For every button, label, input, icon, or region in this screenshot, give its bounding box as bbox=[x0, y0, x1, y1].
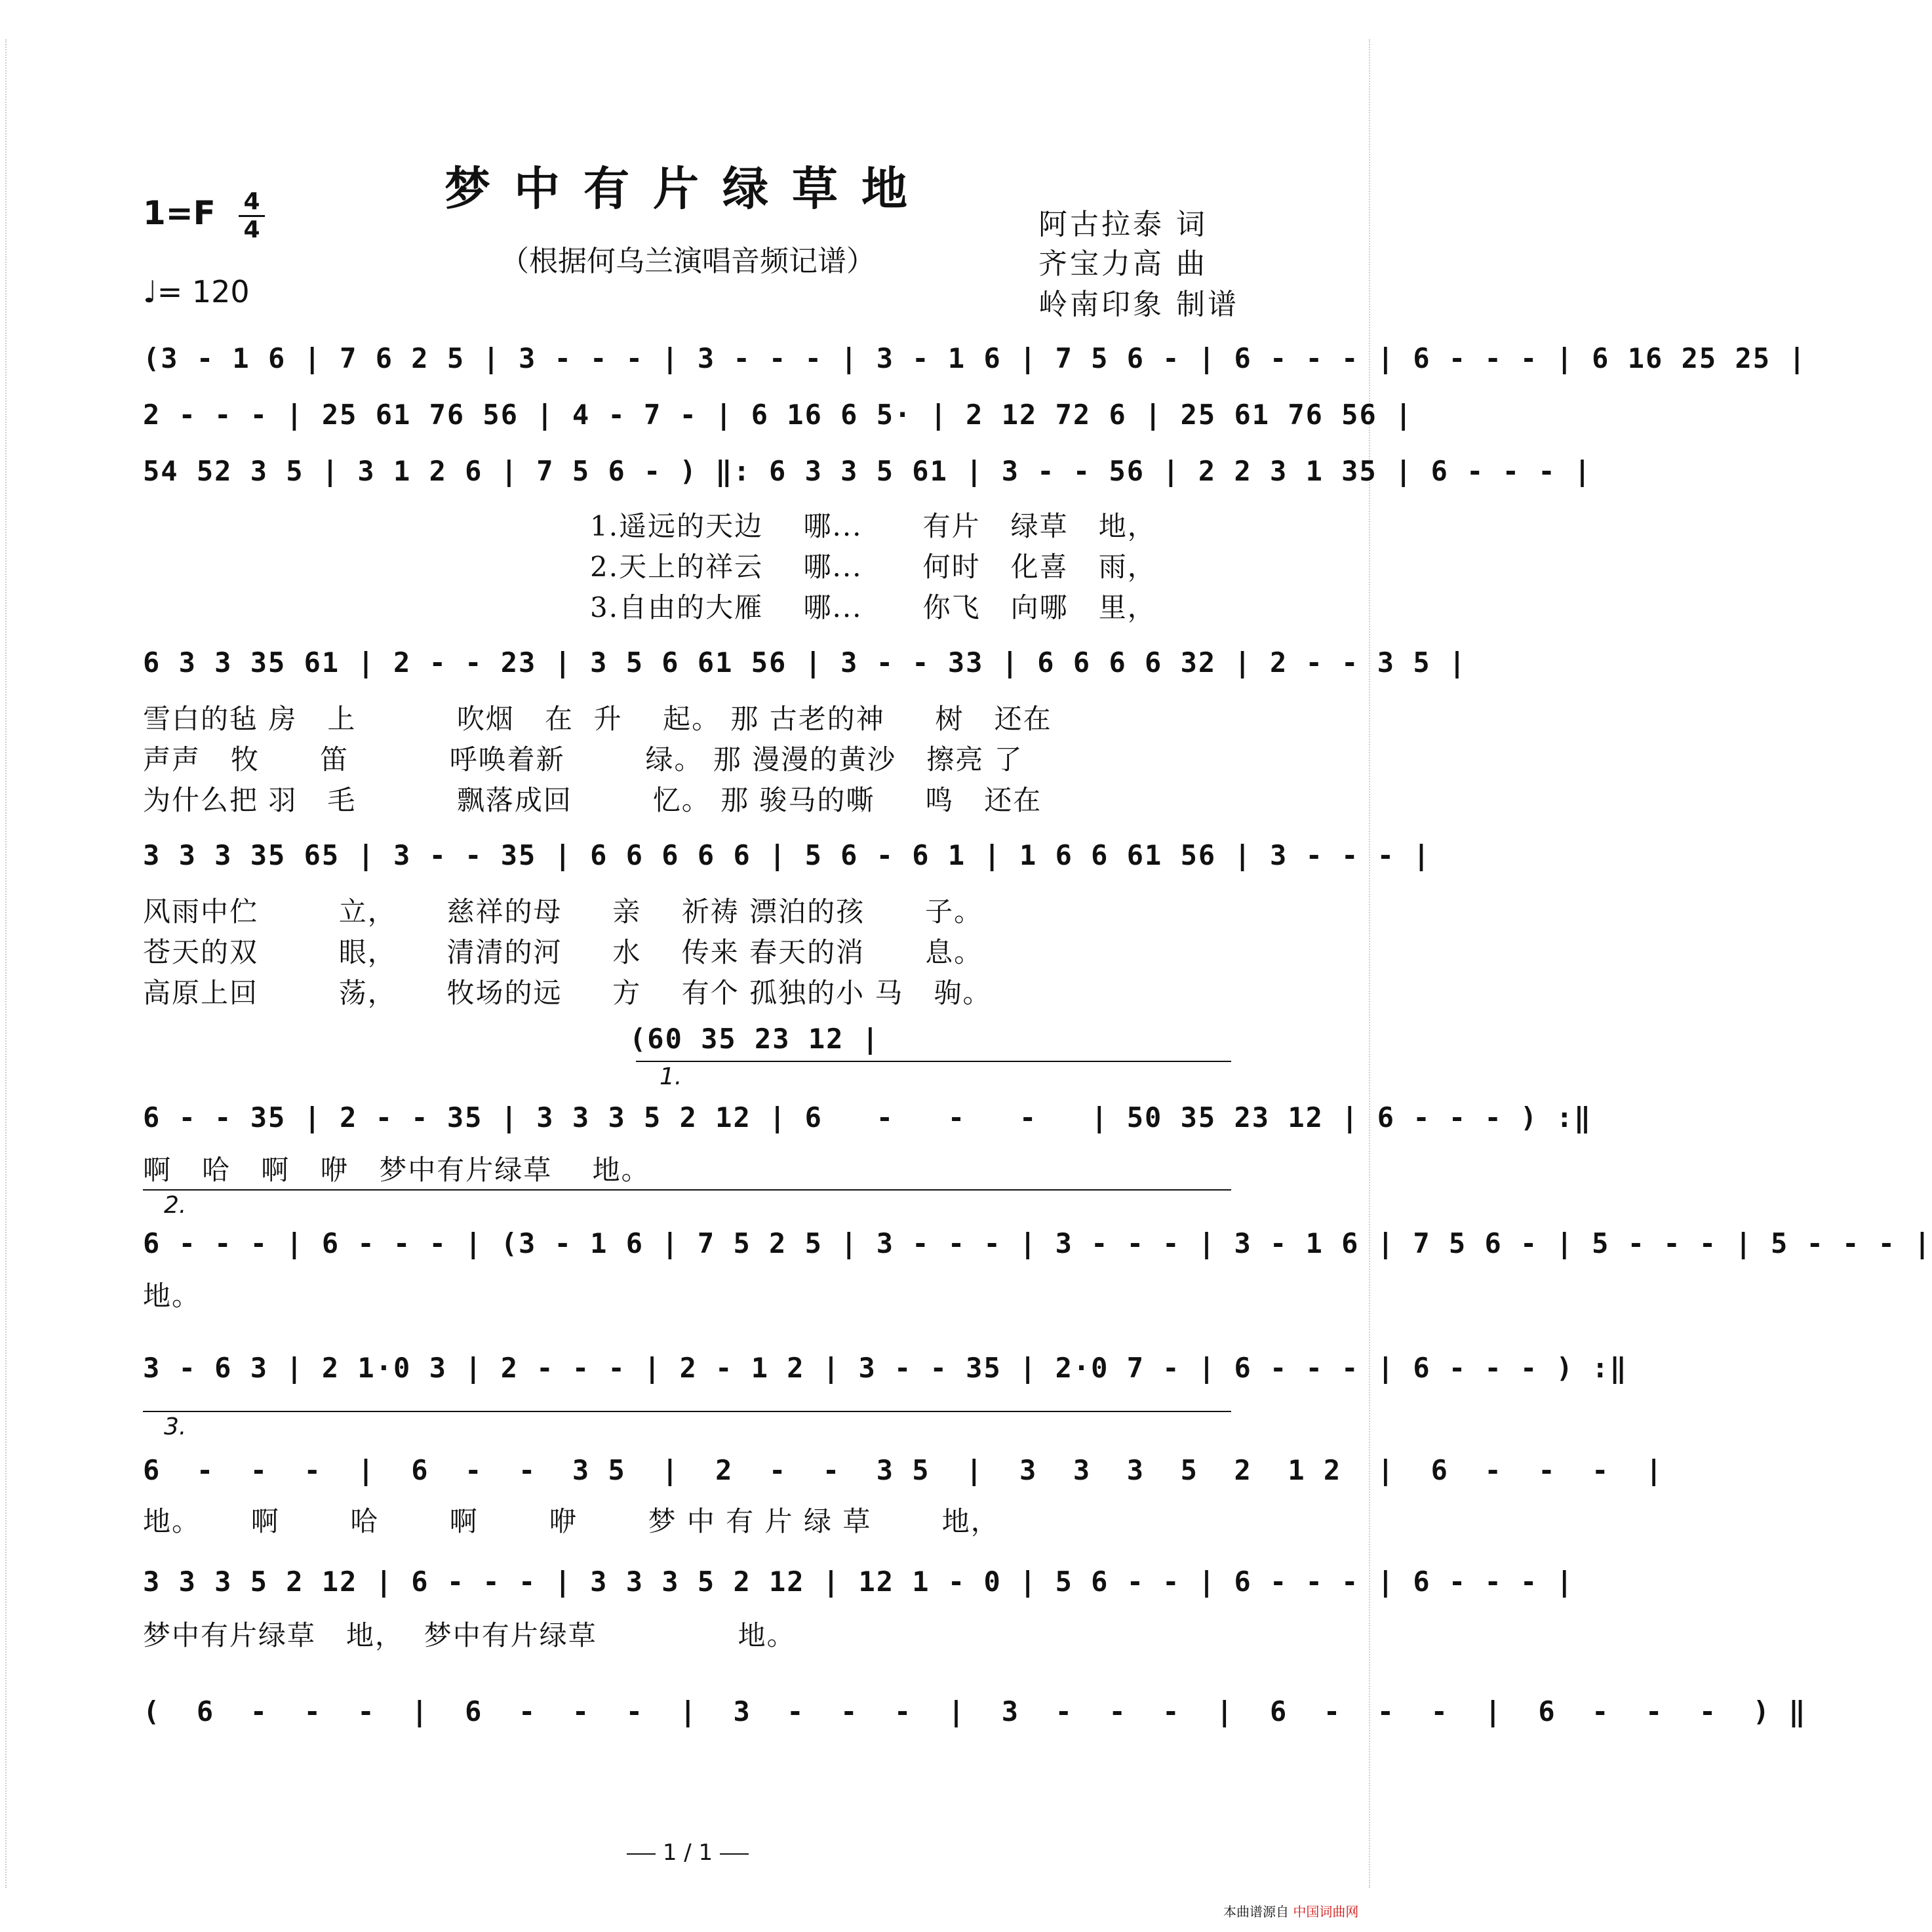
score-system-11: ( 6 - - - | 6 - - - | 3 - - - | 3 - - - | 6 - - - | 6 - - - ) ‖ bbox=[143, 1695, 1807, 1727]
volta-3-bracket bbox=[143, 1411, 1231, 1412]
time-signature-bottom: 4 bbox=[243, 216, 260, 243]
lyric-verse-3-line-2: 为什么把 羽 毛 飘落成回 忆。 那 骏马的嘶 鸣 还在 bbox=[143, 784, 1042, 816]
volta-2-label: 2. bbox=[164, 1192, 187, 1219]
score-system-6: 6 - - 35 | 2 - - 35 | 3 3 3 5 2 12 | 6 - - - | 50 35 23 12 | 6 - - - ) :‖ bbox=[143, 1101, 1592, 1134]
score-system-4: 6 3 3 35 61 | 2 - - 23 | 3 5 6 61 56 | 3 - - 33 | 6 6 6 6 32 | 2 - - 3 5 | bbox=[143, 646, 1467, 679]
lyric-system-6: 啊 哈 啊 咿 梦中有片绿草 地。 bbox=[143, 1154, 650, 1186]
volta-1-bracket bbox=[636, 1061, 1231, 1062]
score-system-2: 2 - - - | 25 61 76 56 | 4 - 7 - | 6 16 6 5· | 2 12 72 6 | 25 61 76 56 | bbox=[143, 399, 1413, 431]
lyric-system-9: 地。 啊 哈 啊 咿 梦 中 有 片 绿 草 地， bbox=[143, 1505, 1000, 1537]
left-margin-dots bbox=[5, 39, 12, 1888]
score-system-5: 3 3 3 35 65 | 3 - - 35 | 6 6 6 6 6 | 5 6 - 6 1 | 1 6 6 61 56 | 3 - - - | bbox=[143, 839, 1431, 871]
time-signature bbox=[239, 190, 265, 242]
score-system-8: 3 - 6 3 | 2 1·0 3 | 2 - - - | 2 - 1 2 | 3 - - 35 | 2·0 7 - | 6 - - - | 6 - - - ) :‖ bbox=[143, 1352, 1628, 1384]
source-label: 本曲谱源自 bbox=[1223, 1904, 1289, 1920]
score-system-9: 6 - - - | 6 - - 3 5 | 2 - - 3 5 | 3 3 3 5 2 1 2 | 6 - - - | bbox=[143, 1454, 1664, 1486]
arranger-credit: 岭南印象 制谱 bbox=[1038, 288, 1239, 321]
right-margin-dots bbox=[1364, 39, 1370, 1888]
lyric-verse-1-line-2: 雪白的毡 房 上 吹烟 在 升 起。 那 古老的神 树 还在 bbox=[143, 703, 1052, 735]
page-number-text: 1 / 1 bbox=[662, 1840, 713, 1866]
tempo-marking: ♩= 120 bbox=[143, 274, 250, 309]
score-system-3: 54 52 3 5 | 3 1 2 6 | 7 5 6 - ) ‖: 6 3 3 5 61 | 3 - - 56 | 2 2 3 1 35 | 6 - - - | bbox=[143, 455, 1592, 487]
score-system-1: (3 - 1 6 | 7 6 2 5 | 3 - - - | 3 - - - | 3 - 1 6 | 7 5 6 - | 6 - - - | 6 - - - | 6 16 25 25 | bbox=[143, 342, 1807, 374]
volta-1-label: 1. bbox=[660, 1063, 682, 1090]
source-site-link[interactable]: 中国词曲网 bbox=[1293, 1904, 1359, 1920]
volta-3-label: 3. bbox=[164, 1413, 187, 1440]
song-title: 梦中有片绿草地 bbox=[444, 161, 931, 216]
lyric-system-10: 梦中有片绿草 地， 梦中有片绿草 地。 bbox=[143, 1619, 796, 1651]
lyric-verse-1-line-1: 1.遥远的天边 哪... 有片 绿草 地， bbox=[590, 510, 1156, 542]
lyric-verse-2-line-2: 声声 牧 笛 呼唤着新 绿。 那 漫漫的黄沙 擦亮 了 bbox=[143, 743, 1023, 776]
key-signature: 1=F bbox=[143, 194, 216, 232]
interlude-prelude: (60 35 23 12 | bbox=[629, 1023, 880, 1055]
volta-2-bracket bbox=[143, 1189, 1231, 1191]
lyric-verse-1-line-3: 风雨中伫 立， 慈祥的母 亲 祈祷 漂泊的孩 子。 bbox=[143, 896, 983, 928]
time-signature-top: 4 bbox=[243, 188, 260, 215]
lyric-system-7: 地。 bbox=[143, 1280, 201, 1312]
lyricist-credit: 阿古拉泰 词 bbox=[1038, 208, 1208, 241]
page-number bbox=[0, 1840, 1375, 1866]
lyric-verse-3-line-3: 高原上回 荡， 牧场的远 方 有个 孤独的小 马 驹。 bbox=[143, 977, 992, 1009]
lyric-verse-2-line-3: 苍天的双 眼， 清清的河 水 传来 春天的消 息。 bbox=[143, 936, 983, 968]
composer-credit: 齐宝力高 曲 bbox=[1038, 247, 1208, 281]
lyric-verse-2-line-1: 2.天上的祥云 哪... 何时 化喜 雨， bbox=[590, 551, 1156, 583]
source-credit bbox=[1223, 1901, 1358, 1920]
score-system-10: 3 3 3 5 2 12 | 6 - - - | 3 3 3 5 2 12 | 12 1 - 0 | 5 6 - - | 6 - - - | 6 - - - | bbox=[143, 1566, 1574, 1598]
song-subtitle: （根据何乌兰演唱音频记谱） bbox=[500, 245, 875, 278]
lyric-verse-3-line-1: 3.自由的大雁 哪... 你飞 向哪 里， bbox=[590, 591, 1156, 623]
score-system-7: 6 - - - | 6 - - - | (3 - 1 6 | 7 5 2 5 | 3 - - - | 3 - - - | 3 - 1 6 | 7 5 6 - | 5 - - - | 5 - - - | bbox=[143, 1227, 1932, 1259]
